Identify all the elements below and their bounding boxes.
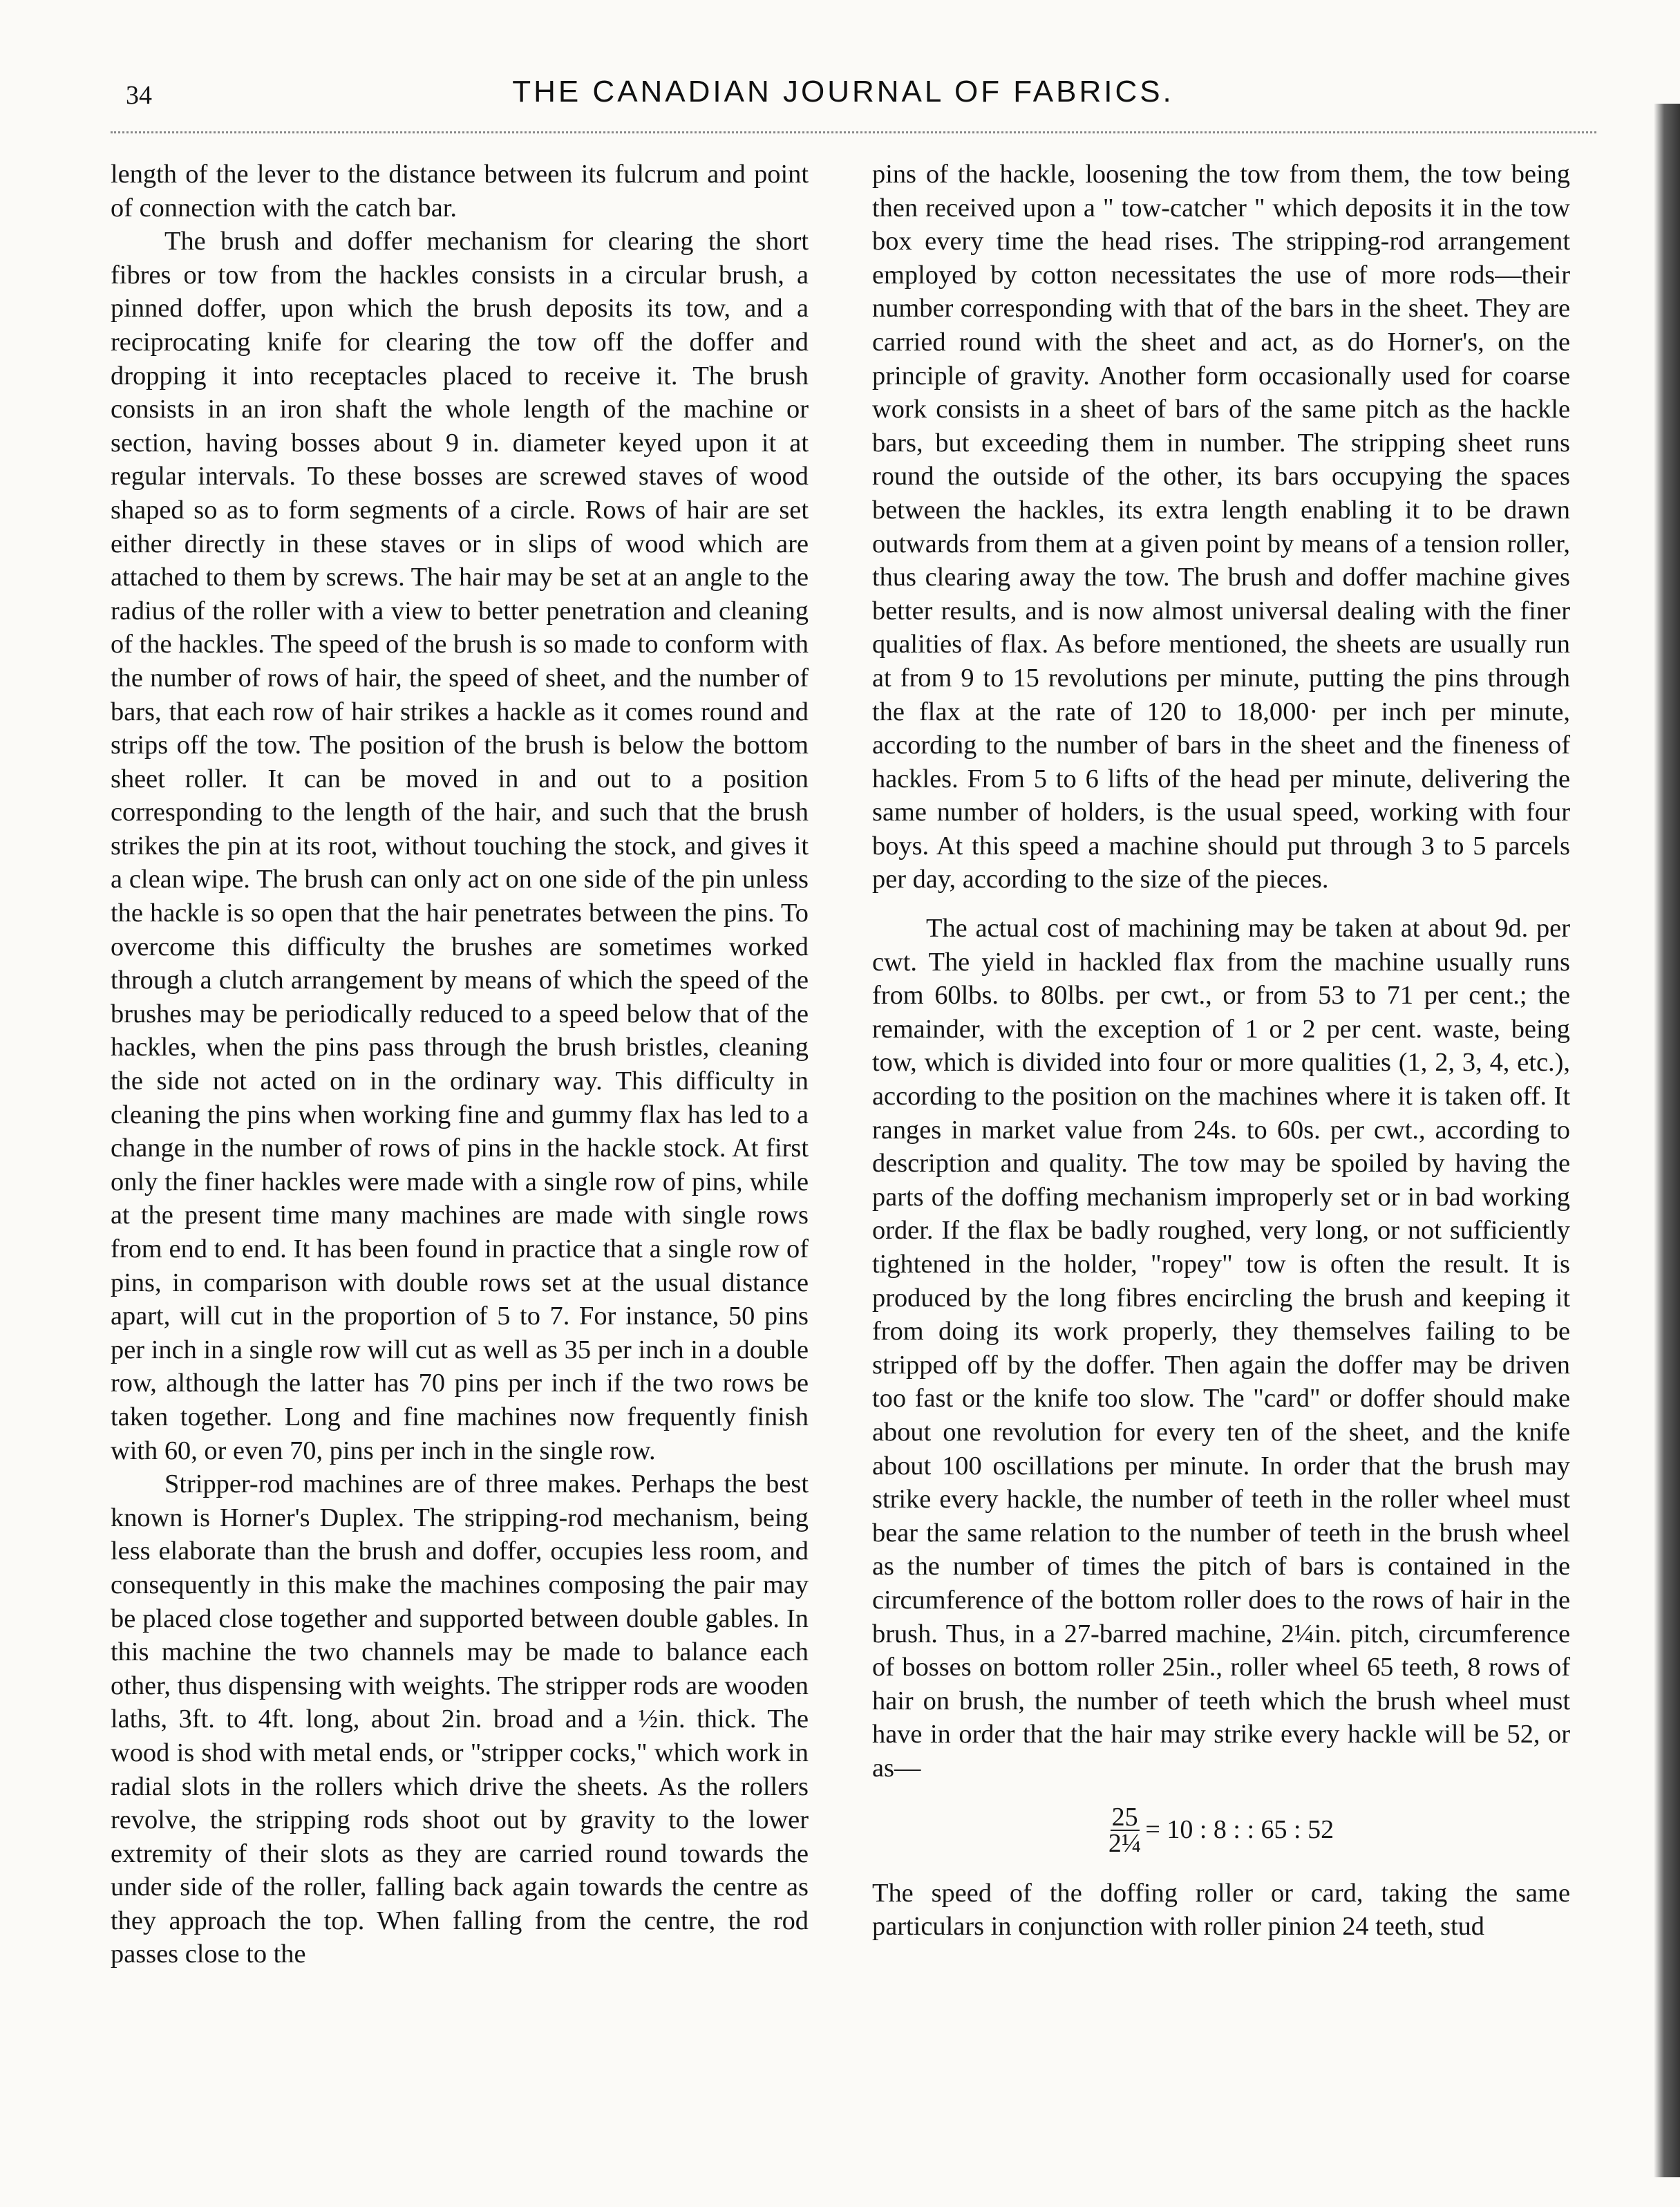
right-column bbox=[872, 158, 1570, 1944]
paragraph: pins of the hackle, loosening the tow from them, the tow being then received upon a " tow-catcher " which deposits it in the tow box every time the head rises. The stripping-rod arrangement employed by cotton necessitates the use of more rods—their number corresponding with that of the bars in the sheet. They are carried round with the sheet and act, as do Horner's, on the principle of gravity. Another form occasionally used for coarse work consists in a sheet of bars of the same pitch as the hackle bars, but exceeding them in number. The stripping sheet runs round the outside of the other, its bars occupying the spaces between the hackles, its extra length enabling it to be drawn outwards from them at a given point by means of a tension roller, thus clearing away the tow. The brush and doffer machine gives better results, and is now almost universal dealing with the finer qualities of flax. As before mentioned, the sheets are usually run at from 9 to 15 revolutions per minute, putting the pins through the flax at the rate of 120 to 18,000· per inch per minute, according to the number of bars in the sheet and the fineness of hackles. From 5 to 6 lifts of the head per minute, delivering the same number of holders, is the usual speed, working with four boys. At this speed a machine should put through 3 to 5 parcels per day, according to the size of the pieces. bbox=[872, 160, 1570, 894]
journal-title: THE CANADIAN JOURNAL OF FABRICS. bbox=[512, 75, 1174, 109]
left-column bbox=[111, 158, 809, 1971]
formula bbox=[872, 1802, 1570, 1858]
fraction-numerator: 25 bbox=[1111, 1802, 1138, 1832]
paragraph: The actual cost of machining may be taken at about 9d. per cwt. The yield in hackled flax from the machine usually runs from 60lbs. to 80lbs. per cwt., or from 53 to 71 per cent.; the remainder, with the exception of 1 or 2 per cent. waste, being tow, which is divided into four or more qualities (1, 2, 3, 4, etc.), according to the position on the machines where it is taken off. It ranges in market value from 24s. to 60s. per cwt., according to description and quality. The tow may be spoiled by having the parts of the doffing mechanism improperly set or in bad working order. If the flax be badly roughed, very long, or not sufficiently tightened in the holder, "ropey" tow is often the result. It is produced by the long fibres encircling the brush and keeping it from doing its work properly, they themselves failing to be stripped off by the doffer. Then again the doffer may be driven too fast or the knife too slow. The "card" or doffer should make about one revolution for every ten of the sheet, and the knife about 100 oscillations per minute. In order that the brush may strike every hackle, the number of teeth in the roller wheel must bear the same relation to the number of teeth in the brush wheel as the number of times the pitch of bars is contained in the circumference of the bottom roller does to the rows of hair in the brush. Thus, in a 27-barred machine, 2¼in. pitch, circumference of bosses on bottom roller 25in., roller wheel 65 teeth, 8 rows of hair on brush, the number of teeth which the brush wheel must have in order that the hair may strike every hackle will be 52, or as— bbox=[872, 914, 1570, 1783]
formula-ratio: = 10 : 8 : : 65 : 52 bbox=[1145, 1815, 1334, 1845]
paragraph: Stripper-rod machines are of three makes. Perhaps the best known is Horner's Duplex. The stripping-rod mechanism, being less elaborate than the brush and doffer, occupies less room, and consequently in this make the machines composing the pair may be placed close together and supported between double gables. In this machine the two channels may be made to balance each other, thus dispensing with weights. The stripper rods are wooden laths, 3ft. to 4ft. long, about 2in. broad and a ½in. thick. The wood is shod with metal ends, or "stripper cocks," which work in radial slots in the rollers which drive the sheets. As the rollers revolve, the stripping rods shoot out by gravity to the lower extremity of their slots as they are carried round towards the under side of the roller, falling back again towards the centre as they approach the top. When falling from the centre, the rod passes close to the bbox=[111, 1469, 809, 1969]
header-rule bbox=[111, 131, 1596, 133]
fraction bbox=[1108, 1802, 1142, 1858]
page-number: 34 bbox=[126, 81, 152, 110]
scan-edge-shadow bbox=[1654, 104, 1680, 2177]
paragraph: length of the lever to the distance between its fulcrum and point of connection with the catch bar. bbox=[111, 160, 809, 223]
paragraph: The speed of the doffing roller or card, taking the same particulars in conjunction with roller pinion 24 teeth, stud bbox=[872, 1878, 1570, 1942]
fraction-denominator: 2¼ bbox=[1108, 1828, 1142, 1858]
paragraph: The brush and doffer mechanism for clearing the short fibres or tow from the hackles consists in a circular brush, a pinned doffer, upon which the brush deposits its tow, and a reciprocating knife for clearing the tow off the doffer and dropping it into receptacles placed to receive it. The brush consists in an iron shaft the whole length of the machine or section, having bosses about 9 in. diameter keyed upon it at regular intervals. To these bosses are screwed staves of wood shaped so as to form segments of a circle. Rows of hair are set either directly in these staves or in slips of wood which are attached to them by screws. The hair may be set at an angle to the radius of the roller with a view to better penetration and cleaning of the hackles. The speed of the brush is so made to conform with the number of rows of hair, the speed of sheet, and the number of bars, that each row of hair strikes a hackle as it comes round and strips off the tow. The position of the brush is below the bottom sheet roller. It can be moved in and out to a position corresponding to the length of the hair, and such that the brush strikes the pin at its root, without touching the stock, and gives it a clean wipe. The brush can only act on one side of the pin unless the hackle is so open that the hair penetrates between the pins. To overcome this difficulty the brushes are sometimes worked through a clutch arrangement by means of which the speed of the brushes may be periodically reduced to a speed below that of the hackles, when the pins pass through the brush bristles, cleaning the side not acted on in the ordinary way. This difficulty in cleaning the pins when working fine and gummy flax has led to a change in the number of rows of pins in the hackle stock. At first only the finer hackles were made with a single row of pins, while at the present time many machines are made with single rows from end to end. It has been found in practice that a single row of pins, in comparison with double rows set at the usual distance apart, will cut in the proportion of 5 to 7. For instance, 50 pins per inch in a single row will cut as well as 35 per inch in a double row, although the latter has 70 pins per inch if the two rows be taken together. Long and fine machines now frequently finish with 60, or even 70, pins per inch in the single row. bbox=[111, 227, 809, 1465]
page-header bbox=[111, 75, 1576, 119]
